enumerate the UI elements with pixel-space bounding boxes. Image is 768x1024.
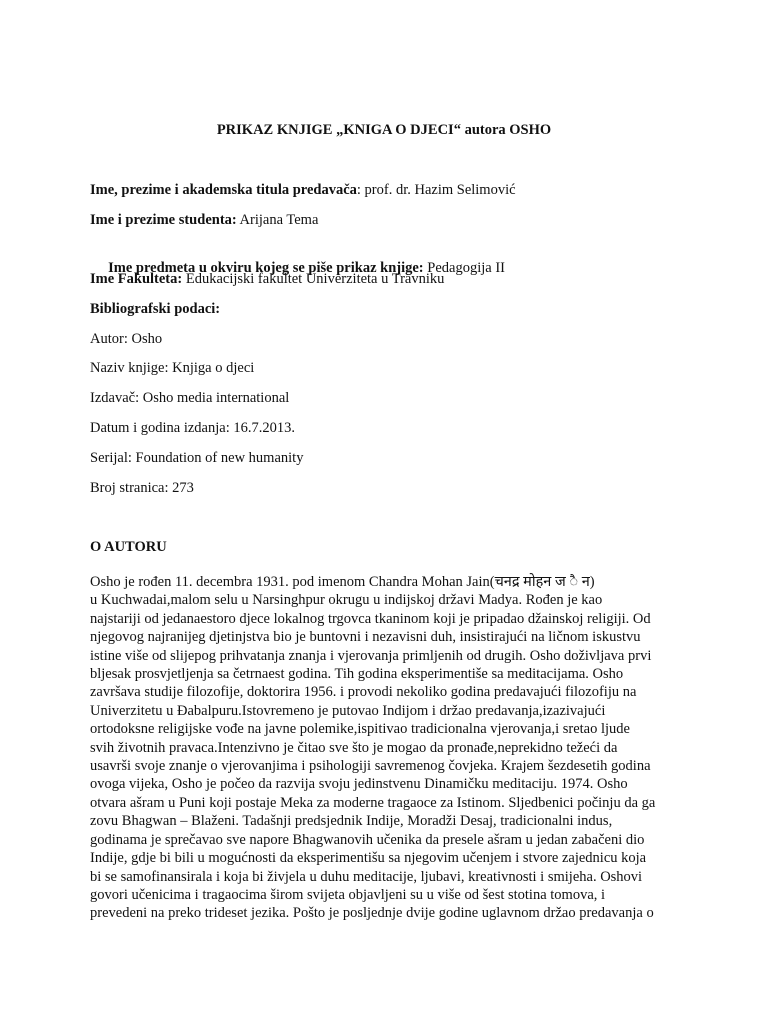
field-value: : prof. dr. Hazim Selimović: [356, 182, 516, 198]
field-label: Ime predmeta u okviru kojeg se piše prikaz knjige:: [104, 260, 424, 276]
paragraph-line: najstariji od jedanaestoro djece lokalnog trgovca tkaninom koji je pripadao džainskoj religiji. Od: [90, 610, 651, 627]
field-page-count: [90, 479, 690, 497]
field-value: Broj stranica: 273: [90, 480, 194, 496]
field-lecturer: [90, 181, 690, 199]
paragraph-line: njegovog najranijeg djetinjstva bio je buntovni i nezavisni duh, insistirajući na ličnom iskustvu: [90, 629, 641, 646]
field-value: Datum i godina izdanja: 16.7.2013.: [90, 420, 295, 436]
field-value: Pedagogija II: [423, 260, 505, 276]
paragraph-line: Osho je rođen 11. decembra 1931. pod imenom Chandra Mohan Jain(चनद्र मोहन ज ै न): [90, 574, 595, 590]
paragraph-line: Indije, gdje bi bili u mogućnosti da eksperimentišu sa njegovim učenjem i stvore zajednicu koja: [90, 850, 647, 867]
field-publisher: [90, 389, 690, 407]
paragraph-line: prevedeni na preko trideset jezika. Pošto je posljednje dvije godine uglavnom držao predavanja o: [90, 905, 654, 922]
paragraph-line: bi se samofinansirala i koja bi živjela u duhu meditacije, ljubavi, kreativnosti i smijeha. Oshovi: [90, 868, 643, 885]
paragraph-line: istine više od slijepog prihvatanja znanja i vjerovanja primljenih od drugih. Osho doživljava prvi: [90, 647, 652, 664]
paragraph-line: godinama je sprečavao sve napore Bhagwanovih učenika da presele ašram u jedan zabačeni dio: [90, 831, 645, 848]
field-book-name: [90, 359, 690, 377]
paragraph-line: govori učenicima i tragaocima širom svijeta objavljeni su u više od šest stotina tomova, i: [90, 886, 606, 903]
paragraph-line: u Kuchwadai,malom selu u Narsinghpur okrugu u indijskoj državi Madya. Rođen je kao: [90, 592, 603, 609]
field-label: Bibliografski podaci:: [90, 301, 221, 317]
paragraph-line: svih životnih pravaca.Intenzivno je čitao sve što je mogao da pronađe,neprekidno težeći da: [90, 739, 618, 756]
section-heading-about-author: O AUTORU: [90, 539, 167, 555]
paragraph-line: bljesak prosvjetljenja sa četrnaest godina. Tih godina eksperimentiše sa meditacijama. Osho: [90, 666, 624, 683]
field-label: Ime i prezime studenta:: [90, 212, 237, 228]
field-value: Naziv knjige: Knjiga o djeci: [90, 360, 255, 376]
field-faculty: [90, 270, 690, 288]
paragraph-line: otvara ašram u Puni koji postaje Meka za moderne tragaoce za Istinom. Sljedbenici počinju da ga: [90, 794, 656, 811]
field-value: Arijana Tema: [236, 212, 319, 228]
field-value: Izdavač: Osho media international: [90, 390, 290, 406]
paragraph-line: završava studije filozofije, doktorira 1956. i provodi nekoliko godina predavajući filozofiju na: [90, 684, 637, 701]
document-title: PRIKAZ KNJIGE „KNIGA O DJECI“ autora OSHO: [216, 122, 552, 138]
field-value: Autor: Osho: [90, 331, 163, 347]
field-publish-date: [90, 419, 690, 437]
field-label: Ime Fakulteta:: [90, 271, 183, 287]
field-series: [90, 449, 690, 467]
field-value: Serijal: Foundation of new humanity: [90, 450, 304, 466]
paragraph-line: zovu Bhagwan – Blaženi. Tadašnji predsjednik Indije, Moradži Desaj, tradicionalni indus,: [90, 813, 613, 830]
field-student: [90, 211, 690, 229]
paragraph-line: ovoga vijeka, Osho je počeo da razvija svoju jedinstvenu Dinamičku meditaciju. 1974. Osho: [90, 776, 628, 793]
author-biography-paragraph: [90, 573, 690, 923]
paragraph-line: usavrši svoje znanje o vjerovanjima i psihologiji savremenog čovjeka. Krajem šezdesetih godina: [90, 758, 651, 775]
field-value: Edukacijski fakultet Univerziteta u Travniku: [182, 271, 445, 287]
field-label: Ime, prezime i akademska titula predavača: [90, 182, 357, 198]
paragraph-line: Univerzitetu u Đabalpuru.Istovremeno je putovao Indijom i držao predavanja,izazivajući: [90, 702, 606, 719]
paragraph-line: ortodoksne religijske vođe na javne polemike,ispitivao tradicionalna vjerovanja,i sretao ljude: [90, 721, 630, 738]
field-bibliography-heading: [90, 300, 690, 318]
field-author: [90, 330, 690, 348]
